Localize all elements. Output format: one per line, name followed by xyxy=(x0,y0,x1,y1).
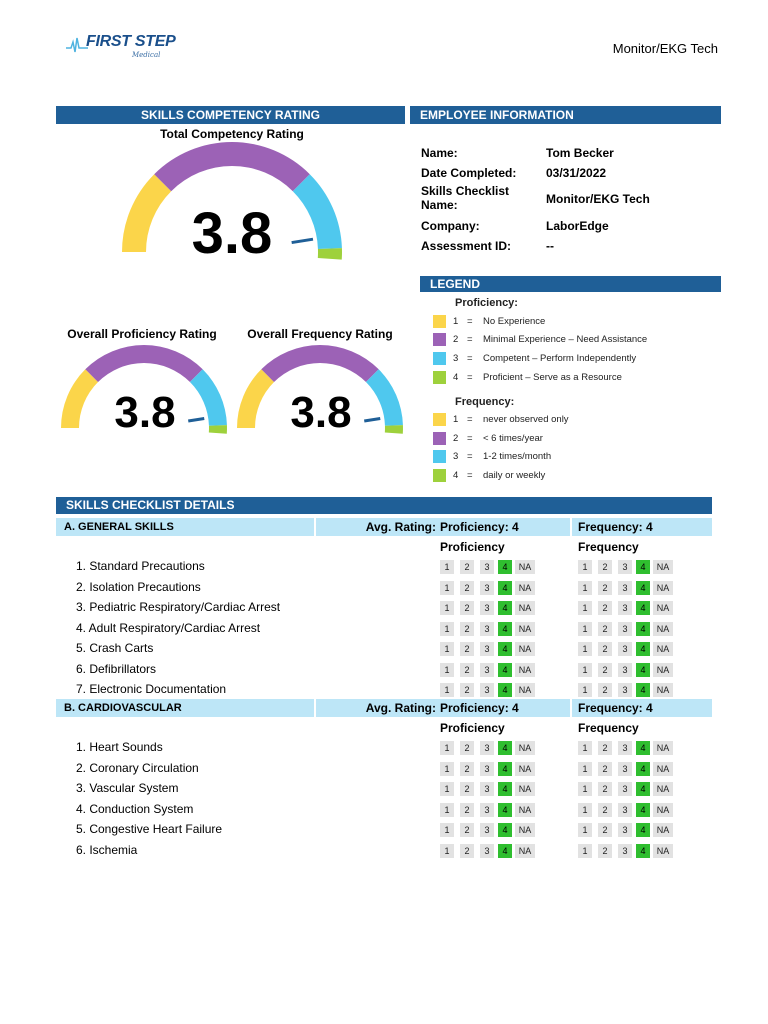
proficiency-scale-option: 1 xyxy=(440,683,454,697)
legend-frequency-item xyxy=(433,469,713,483)
frequency-scale-option: NA xyxy=(653,642,673,656)
frequency-scale-option: 1 xyxy=(578,762,592,776)
proficiency-scale xyxy=(440,683,540,697)
proficiency-gauge-segment-purple xyxy=(85,345,202,382)
frequency-scale-option: 1 xyxy=(578,844,592,858)
total-gauge-segment-purple xyxy=(154,142,310,191)
proficiency-gauge-segment-green xyxy=(209,425,227,434)
legend-proficiency-item xyxy=(433,371,713,385)
section-frequency-avg: Frequency: 4 xyxy=(578,701,653,715)
frequency-scale-option: 4 xyxy=(636,601,650,615)
legend-text: never observed only xyxy=(483,414,569,425)
frequency-scale-option: 3 xyxy=(618,622,632,636)
frequency-scale-option: 2 xyxy=(598,642,612,656)
frequency-scale-option: NA xyxy=(653,683,673,697)
skill-item-label: 7. Electronic Documentation xyxy=(76,682,227,696)
proficiency-scale-option: 4 xyxy=(498,581,512,595)
heartbeat-icon xyxy=(66,36,88,56)
frequency-scale-option: NA xyxy=(653,663,673,677)
legend-swatch xyxy=(433,352,446,365)
frequency-scale-option: 4 xyxy=(636,622,650,636)
frequency-scale-option: 4 xyxy=(636,782,650,796)
frequency-scale xyxy=(578,741,678,755)
section-proficiency-avg: Proficiency: 4 xyxy=(440,518,572,536)
frequency-column-head: Frequency xyxy=(578,721,639,735)
frequency-scale-option: 4 xyxy=(636,683,650,697)
employee-field-value: Tom Becker xyxy=(546,146,614,160)
frequency-scale xyxy=(578,560,678,574)
frequency-scale-option: 1 xyxy=(578,601,592,615)
proficiency-scale-option: NA xyxy=(515,782,535,796)
proficiency-scale-option: 2 xyxy=(460,844,474,858)
frequency-scale-option: 3 xyxy=(618,581,632,595)
legend-number: 1 xyxy=(453,316,459,327)
legend-equals: = xyxy=(467,451,473,462)
frequency-scale xyxy=(578,622,678,636)
proficiency-scale-option: 2 xyxy=(460,560,474,574)
skill-item-label: 4. Adult Respiratory/Cardiac Arrest xyxy=(76,620,261,635)
proficiency-scale-option: 4 xyxy=(498,782,512,796)
proficiency-scale-option: 1 xyxy=(440,741,454,755)
proficiency-scale-option: 4 xyxy=(498,762,512,776)
section-title: B. CARDIOVASCULAR xyxy=(56,699,316,717)
skills-checklist-bar: SKILLS CHECKLIST DETAILS xyxy=(56,497,712,514)
frequency-scale-option: 3 xyxy=(618,663,632,677)
proficiency-scale-option: 4 xyxy=(498,844,512,858)
total-gauge-segment-yellow xyxy=(122,174,171,252)
frequency-scale-option: NA xyxy=(653,560,673,574)
legend-equals: = xyxy=(467,334,473,345)
employee-field-value: 03/31/2022 xyxy=(546,166,607,180)
section-header-row xyxy=(56,699,712,717)
proficiency-scale-option: 3 xyxy=(480,683,494,697)
frequency-gauge-segment-green xyxy=(385,425,403,434)
frequency-scale-option: 1 xyxy=(578,581,592,595)
legend-text: 1-2 times/month xyxy=(483,451,552,462)
total-competency-title: Total Competency Rating xyxy=(160,127,304,141)
proficiency-scale xyxy=(440,762,540,776)
proficiency-scale-option: 3 xyxy=(480,601,494,615)
frequency-scale-option: 2 xyxy=(598,823,612,837)
frequency-scale-option: 1 xyxy=(578,622,592,636)
frequency-scale-option: 3 xyxy=(618,844,632,858)
proficiency-scale-option: 2 xyxy=(460,782,474,796)
proficiency-scale-option: NA xyxy=(515,560,535,574)
proficiency-scale xyxy=(440,844,540,858)
logo-text: FIRST STEP xyxy=(86,33,176,50)
legend-swatch xyxy=(433,413,446,426)
legend-number: 3 xyxy=(453,451,459,462)
proficiency-scale xyxy=(440,560,540,574)
proficiency-scale-option: 3 xyxy=(480,762,494,776)
proficiency-scale-option: NA xyxy=(515,823,535,837)
overall-frequency-title: Overall Frequency Rating xyxy=(247,327,393,341)
frequency-scale xyxy=(578,803,678,817)
skill-item-label: 5. Crash Carts xyxy=(76,641,154,655)
frequency-scale-option: 2 xyxy=(598,601,612,615)
frequency-gauge-segment-purple xyxy=(261,345,378,382)
proficiency-scale-option: 4 xyxy=(498,683,512,697)
legend-bar: LEGEND xyxy=(420,276,721,292)
legend-number: 4 xyxy=(453,470,459,481)
overall-proficiency-value: 3.8 xyxy=(114,388,176,437)
section-frequency-avg: Frequency: 4 xyxy=(578,520,653,534)
proficiency-scale-option: NA xyxy=(515,601,535,615)
section-avg-label: Avg. Rating: xyxy=(365,701,436,715)
proficiency-scale-option: 3 xyxy=(480,622,494,636)
proficiency-scale-option: 3 xyxy=(480,782,494,796)
proficiency-scale-option: 1 xyxy=(440,622,454,636)
frequency-scale-option: NA xyxy=(653,622,673,636)
frequency-gauge-segment-cyan xyxy=(366,369,403,425)
proficiency-scale-option: NA xyxy=(515,581,535,595)
frequency-scale-option: 1 xyxy=(578,741,592,755)
frequency-scale-option: 4 xyxy=(636,663,650,677)
proficiency-scale-option: 2 xyxy=(460,823,474,837)
section-title: A. GENERAL SKILLS xyxy=(56,518,316,536)
proficiency-scale-option: 3 xyxy=(480,823,494,837)
frequency-scale-option: 1 xyxy=(578,560,592,574)
legend-equals: = xyxy=(467,470,473,481)
total-gauge-segment-cyan xyxy=(293,174,342,249)
skill-item-label: 3. Pediatric Respiratory/Cardiac Arrest xyxy=(76,600,281,614)
employee-field-label: Skills Checklist Name: xyxy=(421,184,510,212)
proficiency-scale-option: 4 xyxy=(498,642,512,656)
proficiency-scale-option: 1 xyxy=(440,601,454,615)
frequency-scale-option: 3 xyxy=(618,803,632,817)
frequency-scale-option: 1 xyxy=(578,803,592,817)
legend-text: Proficient – Serve as a Resource xyxy=(483,372,622,383)
employee-field-label: Name: xyxy=(421,146,458,160)
legend-frequency-head: Frequency: xyxy=(455,396,515,408)
overall-frequency-value: 3.8 xyxy=(290,388,352,437)
overall-proficiency-gauge xyxy=(60,340,230,440)
legend-swatch xyxy=(433,450,446,463)
frequency-scale-option: 2 xyxy=(598,741,612,755)
employee-row xyxy=(421,184,721,216)
frequency-scale xyxy=(578,762,678,776)
frequency-scale-option: 4 xyxy=(636,803,650,817)
legend-number: 4 xyxy=(453,372,459,383)
skill-item-label: 1. Standard Precautions xyxy=(76,559,205,573)
proficiency-scale xyxy=(440,782,540,796)
legend-frequency-item xyxy=(433,450,713,464)
skills-competency-bar: SKILLS COMPETENCY RATING xyxy=(56,106,405,124)
proficiency-column-head: Proficiency xyxy=(440,721,505,735)
skill-item-label: 3. Vascular System xyxy=(76,781,179,795)
frequency-scale-option: 2 xyxy=(598,762,612,776)
employee-information-bar: EMPLOYEE INFORMATION xyxy=(410,106,721,124)
frequency-scale-option: NA xyxy=(653,762,673,776)
frequency-scale-option: NA xyxy=(653,782,673,796)
total-competency-gauge xyxy=(120,140,344,264)
proficiency-scale-option: 1 xyxy=(440,581,454,595)
proficiency-scale-option: 4 xyxy=(498,663,512,677)
frequency-scale xyxy=(578,601,678,615)
frequency-scale-option: 3 xyxy=(618,642,632,656)
legend-swatch xyxy=(433,333,446,346)
proficiency-scale-option: 3 xyxy=(480,642,494,656)
skill-item-label: 6. Ischemia xyxy=(76,842,138,857)
total-gauge-segment-green xyxy=(318,248,342,260)
proficiency-scale-option: 1 xyxy=(440,663,454,677)
frequency-scale-option: 3 xyxy=(618,823,632,837)
frequency-scale-option: 2 xyxy=(598,782,612,796)
frequency-scale-option: 4 xyxy=(636,741,650,755)
proficiency-scale-option: NA xyxy=(515,642,535,656)
proficiency-scale-option: 2 xyxy=(460,642,474,656)
frequency-scale-option: 3 xyxy=(618,782,632,796)
proficiency-scale xyxy=(440,741,540,755)
frequency-scale-option: NA xyxy=(653,823,673,837)
proficiency-gauge-segment-cyan xyxy=(190,369,227,425)
legend-proficiency-item xyxy=(433,315,713,329)
frequency-scale-option: 2 xyxy=(598,844,612,858)
proficiency-scale-option: NA xyxy=(515,663,535,677)
legend-swatch xyxy=(433,432,446,445)
frequency-scale-option: 3 xyxy=(618,741,632,755)
frequency-scale-option: 2 xyxy=(598,803,612,817)
proficiency-scale-option: 3 xyxy=(480,844,494,858)
skill-item-label: 4. Conduction System xyxy=(76,801,194,816)
section-avg-label: Avg. Rating: xyxy=(365,520,436,534)
frequency-scale-option: 1 xyxy=(578,782,592,796)
legend-swatch xyxy=(433,371,446,384)
proficiency-scale-option: NA xyxy=(515,844,535,858)
frequency-scale-option: 4 xyxy=(636,560,650,574)
proficiency-scale-option: 3 xyxy=(480,663,494,677)
proficiency-gauge-segment-yellow xyxy=(61,369,98,428)
proficiency-scale-option: 2 xyxy=(460,803,474,817)
skill-item-label: 2. Coronary Circulation xyxy=(76,760,199,775)
employee-field-label: Assessment ID: xyxy=(421,239,512,253)
frequency-scale-option: 3 xyxy=(618,560,632,574)
skill-item-label: 2. Isolation Precautions xyxy=(76,579,201,594)
frequency-scale-option: 1 xyxy=(578,663,592,677)
legend-equals: = xyxy=(467,414,473,425)
company-logo xyxy=(66,32,176,62)
frequency-scale-option: NA xyxy=(653,581,673,595)
proficiency-scale-option: 1 xyxy=(440,762,454,776)
legend-equals: = xyxy=(467,316,473,327)
employee-field-value: Monitor/EKG Tech xyxy=(546,192,650,206)
legend-swatch xyxy=(433,469,446,482)
legend-proficiency-item xyxy=(433,333,713,347)
proficiency-scale-option: 4 xyxy=(498,622,512,636)
proficiency-scale-option: 1 xyxy=(440,560,454,574)
proficiency-scale-option: 2 xyxy=(460,741,474,755)
overall-frequency-gauge xyxy=(236,340,406,440)
frequency-gauge-segment-yellow xyxy=(237,369,274,428)
frequency-scale-option: NA xyxy=(653,741,673,755)
proficiency-scale-option: 4 xyxy=(498,803,512,817)
frequency-scale-option: 1 xyxy=(578,683,592,697)
frequency-scale xyxy=(578,642,678,656)
legend-number: 2 xyxy=(453,433,459,444)
proficiency-scale-option: NA xyxy=(515,622,535,636)
frequency-scale-option: 3 xyxy=(618,683,632,697)
legend-text: daily or weekly xyxy=(483,470,546,481)
frequency-scale xyxy=(578,663,678,677)
employee-field-value: LaborEdge xyxy=(546,219,609,233)
proficiency-scale xyxy=(440,803,540,817)
proficiency-scale-option: 3 xyxy=(480,560,494,574)
proficiency-scale xyxy=(440,642,540,656)
employee-field-label: Date Completed: xyxy=(421,166,517,180)
frequency-scale-option: 1 xyxy=(578,823,592,837)
proficiency-scale xyxy=(440,663,540,677)
frequency-scale xyxy=(578,581,678,595)
overall-proficiency-title: Overall Proficiency Rating xyxy=(67,327,217,341)
proficiency-scale xyxy=(440,823,540,837)
logo-subtext: Medical xyxy=(132,51,161,59)
frequency-scale-option: 3 xyxy=(618,762,632,776)
frequency-scale xyxy=(578,683,678,697)
frequency-scale-option: 4 xyxy=(636,762,650,776)
proficiency-scale-option: 4 xyxy=(498,741,512,755)
proficiency-scale-option: 3 xyxy=(480,803,494,817)
frequency-scale-option: 2 xyxy=(598,581,612,595)
legend-text: Minimal Experience – Need Assistance xyxy=(483,334,648,345)
frequency-scale-option: 2 xyxy=(598,683,612,697)
legend-text: No Experience xyxy=(483,316,546,327)
legend-swatch xyxy=(433,315,446,328)
frequency-scale-option: 4 xyxy=(636,642,650,656)
proficiency-scale-option: 4 xyxy=(498,601,512,615)
legend-number: 3 xyxy=(453,353,459,364)
section-header-row xyxy=(56,518,712,536)
total-gauge-needle xyxy=(292,239,313,242)
frequency-scale xyxy=(578,844,678,858)
proficiency-scale-option: 3 xyxy=(480,741,494,755)
legend-proficiency-head: Proficiency: xyxy=(455,297,518,309)
proficiency-scale-option: NA xyxy=(515,803,535,817)
proficiency-scale-option: 4 xyxy=(498,560,512,574)
proficiency-scale-option: 1 xyxy=(440,823,454,837)
frequency-scale-option: 2 xyxy=(598,663,612,677)
frequency-scale-option: 1 xyxy=(578,642,592,656)
employee-row xyxy=(421,239,721,271)
frequency-column-head: Frequency xyxy=(578,540,639,554)
legend-frequency-item xyxy=(433,432,713,446)
proficiency-scale-option: 4 xyxy=(498,823,512,837)
proficiency-scale-option: NA xyxy=(515,762,535,776)
frequency-scale-option: NA xyxy=(653,844,673,858)
legend-number: 1 xyxy=(453,414,459,425)
legend-text: < 6 times/year xyxy=(483,433,543,444)
frequency-scale-option: 2 xyxy=(598,560,612,574)
proficiency-scale-option: 2 xyxy=(460,622,474,636)
proficiency-scale-option: 1 xyxy=(440,844,454,858)
proficiency-scale-option: 2 xyxy=(460,762,474,776)
proficiency-scale-option: 3 xyxy=(480,581,494,595)
proficiency-scale xyxy=(440,581,540,595)
frequency-scale-option: NA xyxy=(653,803,673,817)
proficiency-scale-option: 2 xyxy=(460,601,474,615)
legend-equals: = xyxy=(467,433,473,444)
legend-equals: = xyxy=(467,372,473,383)
legend-frequency-item xyxy=(433,413,713,427)
proficiency-scale-option: 1 xyxy=(440,803,454,817)
proficiency-scale-option: NA xyxy=(515,683,535,697)
frequency-scale-option: NA xyxy=(653,601,673,615)
proficiency-scale-option: NA xyxy=(515,741,535,755)
proficiency-scale-option: 1 xyxy=(440,782,454,796)
proficiency-scale-option: 2 xyxy=(460,663,474,677)
skill-item-label: 6. Defibrillators xyxy=(76,661,157,676)
skill-item-label: 5. Congestive Heart Failure xyxy=(76,822,223,836)
employee-field-label: Company: xyxy=(421,219,480,233)
proficiency-scale-option: 2 xyxy=(460,581,474,595)
header-role: Monitor/EKG Tech xyxy=(612,41,718,56)
frequency-scale-option: 2 xyxy=(598,622,612,636)
section-proficiency-avg: Proficiency: 4 xyxy=(440,699,572,717)
proficiency-gauge-needle xyxy=(188,418,204,421)
total-competency-value: 3.8 xyxy=(191,201,273,266)
legend-equals: = xyxy=(467,353,473,364)
legend-proficiency-item xyxy=(433,352,713,366)
skill-item-label: 1. Heart Sounds xyxy=(76,740,163,754)
frequency-scale xyxy=(578,782,678,796)
frequency-scale-option: 4 xyxy=(636,823,650,837)
proficiency-scale-option: 1 xyxy=(440,642,454,656)
frequency-scale-option: 4 xyxy=(636,581,650,595)
proficiency-column-head: Proficiency xyxy=(440,540,505,554)
employee-field-value: -- xyxy=(546,239,554,253)
frequency-scale xyxy=(578,823,678,837)
proficiency-scale xyxy=(440,601,540,615)
frequency-gauge-needle xyxy=(364,418,380,421)
legend-text: Competent – Perform Independently xyxy=(483,353,637,364)
proficiency-scale xyxy=(440,622,540,636)
proficiency-scale-option: 2 xyxy=(460,683,474,697)
frequency-scale-option: 4 xyxy=(636,844,650,858)
legend-number: 2 xyxy=(453,334,459,345)
frequency-scale-option: 3 xyxy=(618,601,632,615)
